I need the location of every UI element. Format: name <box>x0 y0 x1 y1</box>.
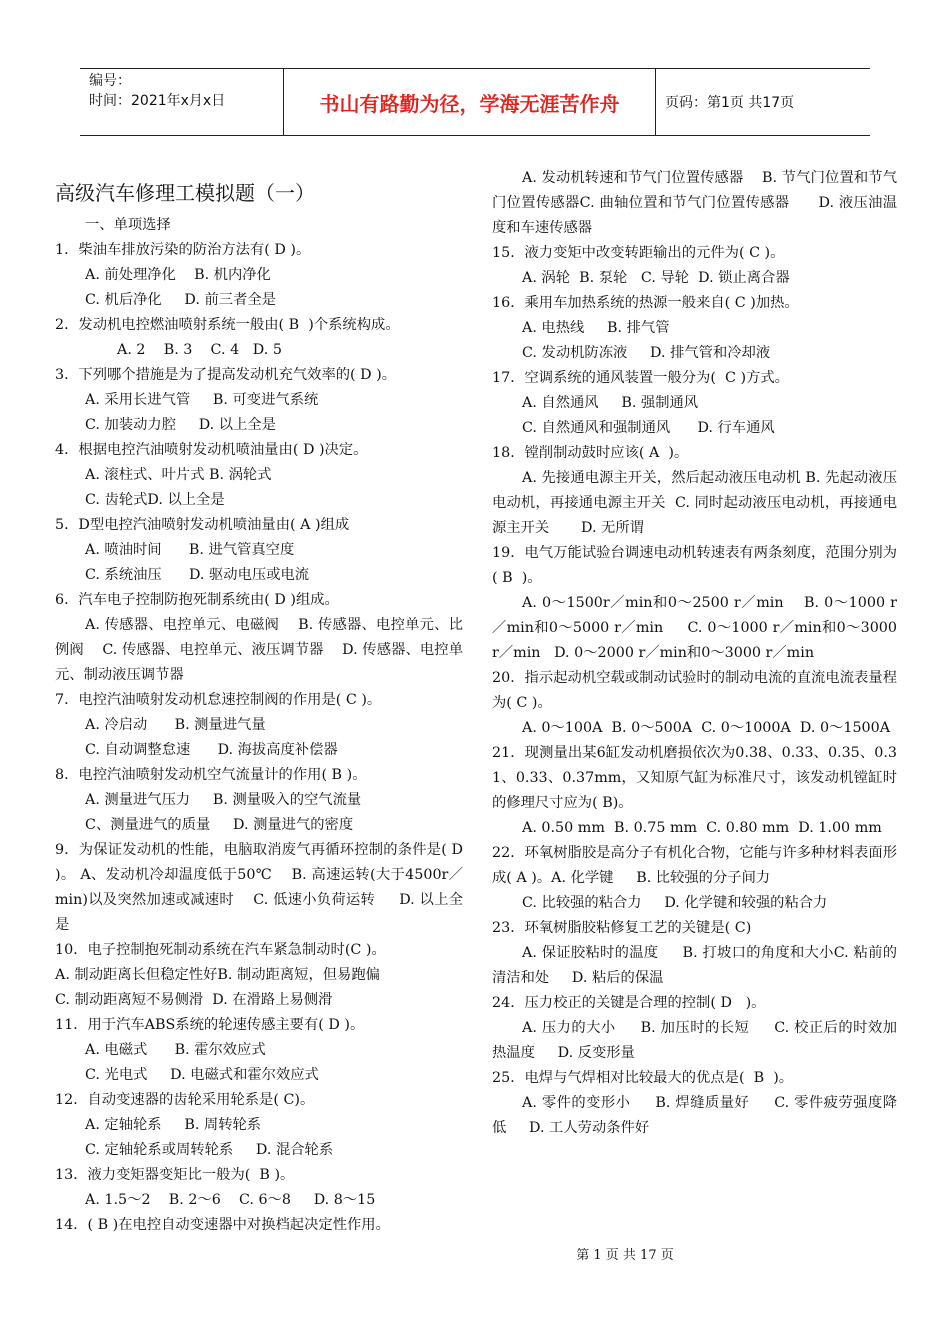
header-meta <box>80 69 283 135</box>
question-25: 25．电焊与气焊相对比较最大的优点是( B )。 <box>492 1070 794 1086</box>
question-10-options-b: C. 制动距离短不易侧滑 D. 在滑路上易侧滑 <box>55 992 333 1008</box>
question-9: 9．为保证发动机的性能，电脑取消废气再循环控制的条件是( D )。 A、发动机冷却温度低于50℃ B. 高速运转(大于4500r／min)以及突然加速或减速时 C. 低速小负荷运转 D. 以上全是 <box>55 842 468 933</box>
question-7-options-a: A. 冷启动 B. 测量进气量 <box>85 717 266 733</box>
question-4: 4．根据电控汽油喷射发动机喷油量由( D )决定。 <box>55 442 368 458</box>
question-10: 10．电子控制抱死制动系统在汽车紧急制动时(C )。 <box>55 942 386 958</box>
question-6: 6．汽车电子控制防抱死制系统由( D )组成。 <box>55 592 339 608</box>
question-8-options-b: C、测量进气的质量 D. 测量进气的密度 <box>85 817 354 833</box>
left-column <box>55 176 468 1238</box>
question-5: 5．D型电控汽油喷射发动机喷油量由( A )组成 <box>55 517 350 533</box>
question-6-options: A. 传感器、电控单元、电磁阀 B. 传感器、电控单元、比例阀 C. 传感器、电控单元、液压调节器 D. 传感器、电控单元、制动液压调节器 <box>55 617 463 683</box>
question-20: 20．指示起动机空载或制动试验时的制动电流的直流电流表量程为( C )。 <box>492 670 897 711</box>
question-11-options-b: C. 光电式 D. 电磁式和霍尔效应式 <box>85 1067 319 1083</box>
page-header <box>80 68 870 136</box>
header-motto: 书山有路勤为径，学海无涯苦作舟 <box>283 69 656 135</box>
question-16-options-b: C. 发动机防冻液 D. 排气管和冷却液 <box>522 345 771 361</box>
document-date: 时间：2021年x月x日 <box>89 93 226 109</box>
question-8: 8．电控汽油喷射发动机空气流量计的作用( B )。 <box>55 767 367 783</box>
page-title: 高级汽车修理工模拟题（一） <box>55 181 315 205</box>
right-column <box>492 166 902 1141</box>
question-21: 21．现测量出某6缸发动机磨损依次为0.38、0.33、0.35、0.3 1、0.33、0.37mm，又知原气缸为标准尺寸，该发动机镗缸时的修理尺寸应为( B)。 <box>492 745 902 811</box>
document-number-label: 编号： <box>89 73 131 89</box>
question-15-options: A. 涡轮 B. 泵轮 C. 导轮 D. 锁止离合器 <box>522 270 790 286</box>
section-heading: 一、单项选择 <box>85 217 171 233</box>
question-5-options-a: A. 喷油时间 B. 进气管真空度 <box>85 542 295 558</box>
question-16-options-a: A. 电热线 B. 排气管 <box>522 320 670 336</box>
question-24: 24．压力校正的关键是合理的控制( D )。 <box>492 995 766 1011</box>
question-23-options: A. 保证胶粘时的温度 B. 打坡口的角度和大小C. 粘前的清洁和处 D. 粘后的保温 <box>492 945 897 986</box>
question-19-options: A. 0～1500r／min和0～2500 r／min B. 0～1000 r／min和0～5000 r／min C. 0～1000 r／min和0～3000 r／min D. 0～2000 r／min和0～3000 r／min <box>492 595 902 661</box>
question-14: 14．( B )在电控自动变速器中对换档起决定性作用。 <box>55 1217 390 1233</box>
question-12-options-b: C. 定轴轮系或周转轮系 D. 混合轮系 <box>85 1142 334 1158</box>
header-page-number: 页码：第1页 共17页 <box>665 95 795 111</box>
question-2-options: A. 2 B. 3 C. 4 D. 5 <box>117 342 282 358</box>
question-1: 1．柴油车排放污染的防治方法有( D )。 <box>55 242 311 258</box>
page-footer: 第 1 页 共 17 页 <box>576 1248 674 1263</box>
question-8-options-a: A. 测量进气压力 B. 测量吸入的空气流量 <box>85 792 362 808</box>
question-3: 3．下列哪个措施是为了提高发动机充气效率的( D )。 <box>55 367 397 383</box>
question-13: 13．液力变矩器变矩比一般为( B )。 <box>55 1167 295 1183</box>
question-17: 17．空调系统的通风装置一般分为( C )方式。 <box>492 370 789 386</box>
question-11-options-a: A. 电磁式 B. 霍尔效应式 <box>85 1042 266 1058</box>
question-13-options: A. 1.5～2 B. 2～6 C. 6～8 D. 8～15 <box>85 1192 376 1208</box>
question-16: 16．乘用车加热系统的热源一般来自( C )加热。 <box>492 295 799 311</box>
question-15: 15．液力变矩中改变转距输出的元件为( C )。 <box>492 245 785 261</box>
question-22-options: C. 比较强的粘合力 D. 化学键和较强的粘合力 <box>522 895 828 911</box>
question-19: 19．电气万能试验台调速电动机转速表有两条刻度，范围分别为( B )。 <box>492 545 897 586</box>
question-11: 11．用于汽车ABS系统的轮速传感主要有( D )。 <box>55 1017 365 1033</box>
question-18-options: A. 先接通电源主开关，然后起动液压电动机 B. 先起动液压电动机，再接通电源主开关 C. 同时起动液压电动机，再接通电源主开关 D. 无所谓 <box>492 470 897 536</box>
question-7-options-b: C. 自动调整怠速 D. 海拔高度补偿器 <box>85 742 338 758</box>
question-1-options-b: C. 机后净化 D. 前三者全是 <box>85 292 276 308</box>
question-24-options: A. 压力的大小 B. 加压时的长短 C. 校正后的时效加热温度 D. 反变形量 <box>492 1020 897 1061</box>
question-22: 22．环氧树脂胶是高分子有机化合物，它能与许多种材料表面形成( A )。A. 化学键 B. 比较强的分子间力 <box>492 845 897 886</box>
question-25-options: A. 零件的变形小 B. 焊缝质量好 C. 零件疲劳强度降低 D. 工人劳动条件好 <box>492 1095 897 1136</box>
question-4-options-a: A. 滚柱式、叶片式 B. 涡轮式 <box>85 467 272 483</box>
question-21-options: A. 0.50 mm B. 0.75 mm C. 0.80 mm D. 1.00 mm <box>522 820 882 836</box>
question-4-options-b: C. 齿轮式D. 以上全是 <box>85 492 225 508</box>
question-18: 18．镗削制动鼓时应该( A )。 <box>492 445 689 461</box>
question-3-options-b: C. 加装动力腔 D. 以上全是 <box>85 417 276 433</box>
question-12: 12．自动变速器的齿轮采用轮系是( C)。 <box>55 1092 315 1108</box>
question-12-options-a: A. 定轴轮系 B. 周转轮系 <box>85 1117 262 1133</box>
question-14-options: A. 发动机转速和节气门位置传感器 B. 节气门位置和节气门位置传感器C. 曲轴位置和节气门位置传感器 D. 液压油温度和车速传感器 <box>492 170 897 236</box>
question-17-options-b: C. 自然通风和强制通风 D. 行车通风 <box>522 420 775 436</box>
question-7: 7．电控汽油喷射发动机怠速控制阀的作用是( C )。 <box>55 692 382 708</box>
question-17-options-a: A. 自然通风 B. 强制通风 <box>522 395 699 411</box>
question-20-options: A. 0～100A B. 0～500A C. 0～1000A D. 0～1500A <box>522 720 891 736</box>
question-23: 23．环氧树脂胶粘修复工艺的关键是( C) <box>492 920 752 936</box>
question-10-options-a: A. 制动距离长但稳定性好B. 制动距离短，但易跑偏 <box>55 967 380 983</box>
question-1-options-a: A. 前处理净化 B. 机内净化 <box>85 267 271 283</box>
question-5-options-b: C. 系统油压 D. 驱动电压或电流 <box>85 567 310 583</box>
question-3-options-a: A. 采用长进气管 B. 可变进气系统 <box>85 392 319 408</box>
question-2: 2．发动机电控燃油喷射系统一般由( B )个系统构成。 <box>55 317 400 333</box>
